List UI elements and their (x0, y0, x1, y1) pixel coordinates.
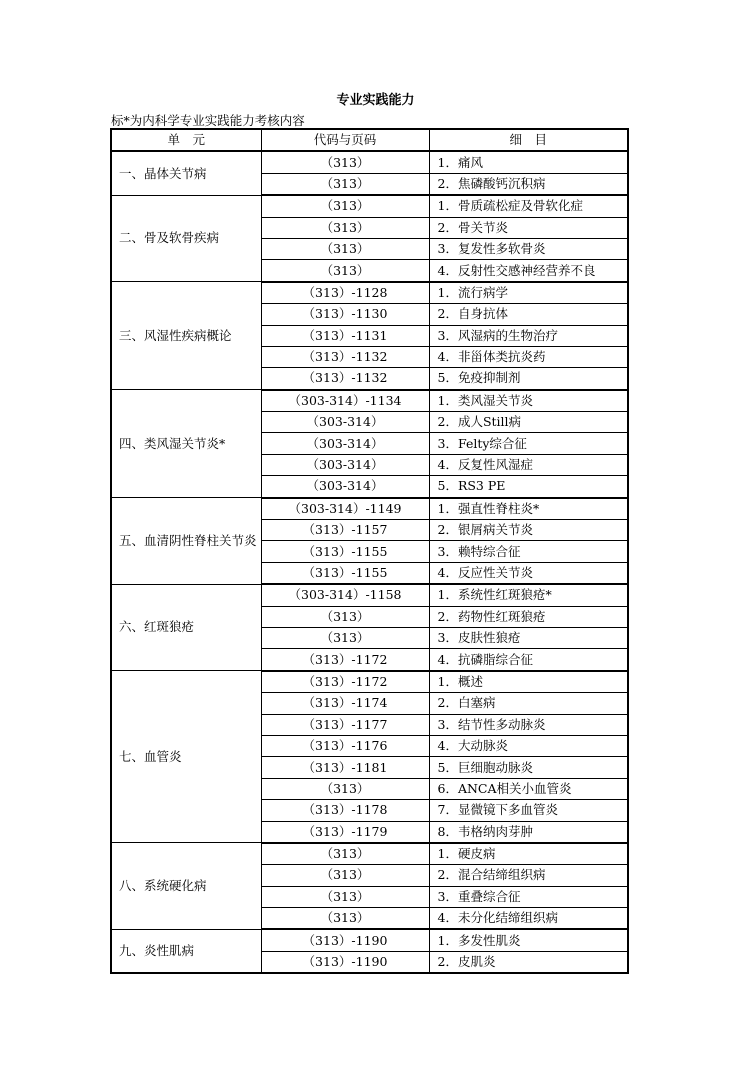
item-cell: 2．成人Still病 (429, 412, 628, 433)
item-cell: 1．硬皮病 (429, 843, 628, 865)
code-cell: （313）-1172 (261, 649, 429, 671)
code-cell: （313） (261, 173, 429, 195)
item-cell: 1．概述 (429, 671, 628, 693)
code-cell: （313）-1155 (261, 541, 429, 562)
unit-cell: 四、类风湿关节炎* (111, 390, 261, 498)
item-cell: 4．未分化结缔组织病 (429, 908, 628, 930)
item-cell: 5．免疫抑制剂 (429, 368, 628, 390)
code-cell: （313） (261, 151, 429, 173)
item-cell: 4．反应性关节炎 (429, 562, 628, 584)
code-cell: （313） (261, 627, 429, 648)
code-cell: （313）-1132 (261, 368, 429, 390)
table-row (111, 282, 628, 304)
code-cell: （313）-1177 (261, 714, 429, 735)
item-cell: 3．Felty综合征 (429, 433, 628, 454)
header-code: 代码与页码 (261, 129, 429, 151)
code-cell: （313）-1131 (261, 325, 429, 346)
item-cell: 2．药物性红斑狼疮 (429, 606, 628, 627)
code-cell: （313）-1181 (261, 757, 429, 778)
syllabus-table (110, 128, 629, 974)
item-cell: 3．赖特综合征 (429, 541, 628, 562)
code-cell: （313）-1132 (261, 346, 429, 367)
code-cell: （303-314） (261, 476, 429, 498)
code-cell: （303-314） (261, 433, 429, 454)
code-cell: （313）-1172 (261, 671, 429, 693)
item-cell: 2．皮肌炎 (429, 951, 628, 973)
item-cell: 4．大动脉炎 (429, 735, 628, 756)
table-row (111, 390, 628, 412)
code-cell: （313） (261, 843, 429, 865)
item-cell: 2．银屑病关节炎 (429, 520, 628, 541)
item-cell: 4．非甾体类抗炎药 (429, 346, 628, 367)
unit-cell: 七、血管炎 (111, 671, 261, 843)
item-cell: 1．类风湿关节炎 (429, 390, 628, 412)
item-cell: 2．白塞病 (429, 693, 628, 714)
code-cell: （313） (261, 908, 429, 930)
item-cell: 3．结节性多动脉炎 (429, 714, 628, 735)
item-cell: 7．显微镜下多血管炎 (429, 800, 628, 821)
code-cell: （313）-1176 (261, 735, 429, 756)
code-cell: （313） (261, 606, 429, 627)
unit-cell: 五、血清阴性脊柱关节炎 (111, 498, 261, 585)
item-cell: 4．抗磷脂综合征 (429, 649, 628, 671)
item-cell: 4．反复性风湿症 (429, 454, 628, 475)
page-title: 专业实践能力 (336, 93, 415, 108)
item-cell: 2．焦磷酸钙沉积病 (429, 173, 628, 195)
code-cell: （313）-1174 (261, 693, 429, 714)
footnote: 标*为内科学专业实践能力考核内容 (111, 113, 305, 128)
header-item: 细 目 (429, 129, 628, 151)
item-cell: 1．强直性脊柱炎* (429, 498, 628, 520)
item-cell: 6．ANCA相关小血管炎 (429, 778, 628, 799)
code-cell: （313） (261, 195, 429, 217)
item-cell: 1．系统性红斑狼疮* (429, 584, 628, 606)
item-cell: 3．风湿病的生物治疗 (429, 325, 628, 346)
item-cell: 2．骨关节炎 (429, 217, 628, 238)
item-cell: 8．韦格纳肉芽肿 (429, 821, 628, 843)
code-cell: （313） (261, 886, 429, 907)
code-cell: （313）-1179 (261, 821, 429, 843)
code-cell: （313） (261, 217, 429, 238)
unit-cell: 九、炎性肌病 (111, 929, 261, 973)
code-cell: （303-314）-1158 (261, 584, 429, 606)
unit-cell: 二、骨及软骨疾病 (111, 195, 261, 282)
table-row (111, 843, 628, 865)
item-cell: 3．复发性多软骨炎 (429, 238, 628, 259)
table-row (111, 584, 628, 606)
item-cell: 1．流行病学 (429, 282, 628, 304)
table-row (111, 671, 628, 693)
item-cell: 3．皮肤性狼疮 (429, 627, 628, 648)
table-row (111, 195, 628, 217)
code-cell: （303-314） (261, 454, 429, 475)
code-cell: （313）-1128 (261, 282, 429, 304)
code-cell: （313） (261, 778, 429, 799)
unit-cell: 八、系统硬化病 (111, 843, 261, 930)
unit-cell: 一、晶体关节病 (111, 151, 261, 195)
item-cell: 5．巨细胞动脉炎 (429, 757, 628, 778)
code-cell: （313） (261, 260, 429, 282)
table-row (111, 929, 628, 951)
code-cell: （303-314） (261, 412, 429, 433)
item-cell: 2．自身抗体 (429, 304, 628, 325)
unit-cell: 六、红斑狼疮 (111, 584, 261, 671)
table-row (111, 498, 628, 520)
item-cell: 1．骨质疏松症及骨软化症 (429, 195, 628, 217)
table-header-row (111, 129, 628, 151)
unit-cell: 三、风湿性疾病概论 (111, 282, 261, 390)
code-cell: （313）-1190 (261, 951, 429, 973)
code-cell: （313）-1190 (261, 929, 429, 951)
item-cell: 5．RS3 PE (429, 476, 628, 498)
table-row (111, 151, 628, 173)
item-cell: 1．多发性肌炎 (429, 929, 628, 951)
item-cell: 2．混合结缔组织病 (429, 865, 628, 886)
item-cell: 1．痛风 (429, 151, 628, 173)
code-cell: （313）-1155 (261, 562, 429, 584)
code-cell: （313）-1178 (261, 800, 429, 821)
code-cell: （303-314）-1149 (261, 498, 429, 520)
code-cell: （313） (261, 238, 429, 259)
code-cell: （313）-1130 (261, 304, 429, 325)
code-cell: （313）-1157 (261, 520, 429, 541)
header-unit: 单 元 (111, 129, 261, 151)
code-cell: （313） (261, 865, 429, 886)
code-cell: （303-314）-1134 (261, 390, 429, 412)
item-cell: 3．重叠综合征 (429, 886, 628, 907)
item-cell: 4．反射性交感神经营养不良 (429, 260, 628, 282)
